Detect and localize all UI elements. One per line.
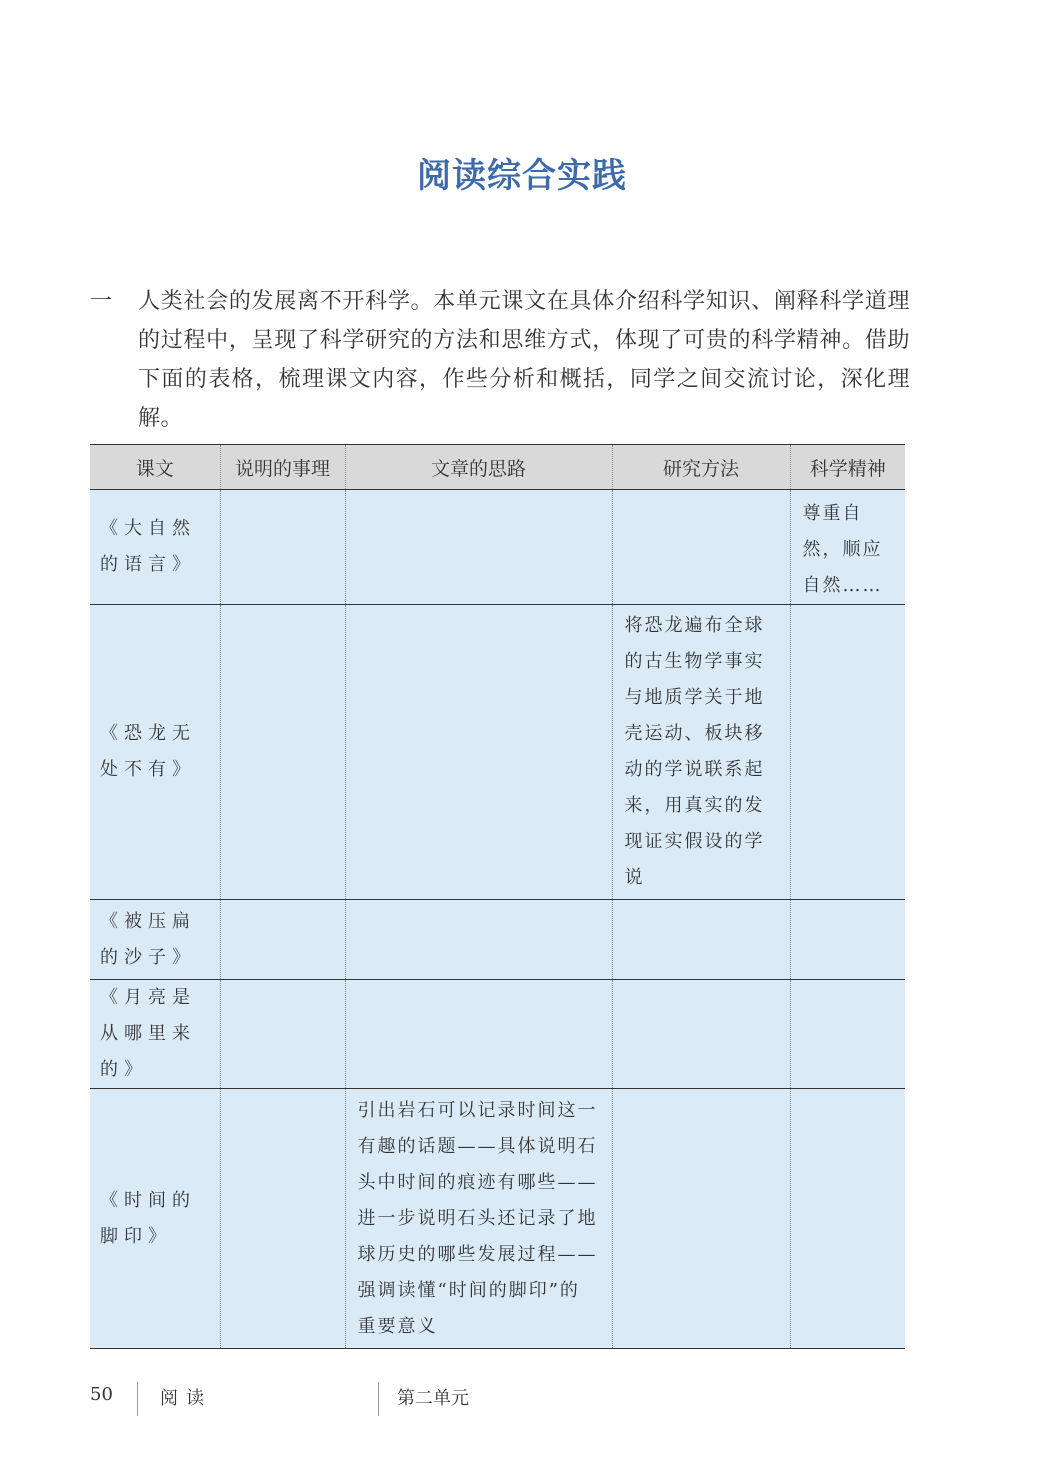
spirit-cell bbox=[790, 605, 905, 900]
row-title-cell bbox=[90, 605, 220, 900]
review-table bbox=[90, 444, 905, 1349]
page-number: 50 bbox=[90, 1384, 113, 1405]
spirit-cell bbox=[790, 1089, 905, 1349]
table-row bbox=[90, 490, 905, 605]
header-text-title: 课文 bbox=[90, 445, 220, 490]
spirit-cell bbox=[790, 980, 905, 1089]
method-cell bbox=[612, 1089, 790, 1349]
method-cell bbox=[612, 490, 790, 605]
thought-cell bbox=[345, 490, 612, 605]
row-title-cell bbox=[90, 490, 220, 605]
method-cell bbox=[612, 605, 790, 900]
matter-cell bbox=[220, 900, 345, 980]
row-title: 《月亮是从哪里来的》 bbox=[100, 987, 196, 1080]
row-title: 《被压扁的沙子》 bbox=[100, 910, 196, 968]
item-number: 一 bbox=[90, 289, 113, 314]
page-footer bbox=[0, 1384, 1044, 1414]
spirit-cell bbox=[790, 900, 905, 980]
matter-cell bbox=[220, 605, 345, 900]
table-header-row bbox=[90, 445, 905, 490]
table-row bbox=[90, 1089, 905, 1349]
table-row bbox=[90, 900, 905, 980]
intro-paragraph bbox=[90, 282, 910, 438]
header-spirit: 科学精神 bbox=[790, 445, 905, 490]
unit-name: 第二单元 bbox=[397, 1388, 469, 1409]
table-row bbox=[90, 605, 905, 900]
method-cell bbox=[612, 900, 790, 980]
row-title: 《恐龙无处不有》 bbox=[100, 723, 196, 780]
matter-cell bbox=[220, 490, 345, 605]
matter-cell bbox=[220, 1089, 345, 1349]
thought-cell bbox=[345, 980, 612, 1089]
row-title-cell bbox=[90, 980, 220, 1089]
footer-divider bbox=[378, 1382, 379, 1416]
method-cell bbox=[612, 980, 790, 1089]
thought-cell bbox=[345, 605, 612, 900]
intro-text: 人类社会的发展离不开科学。本单元课文在具体介绍科学知识、阐释科学道理的过程中，呈现了科学研究的方法和思维方式，体现了可贵的科学精神。借助下面的表格，梳理课文内容，作些分析和概括，同学之间交流讨论，深化理解。 bbox=[138, 289, 910, 431]
header-thought: 文章的思路 bbox=[345, 445, 612, 490]
footer-divider bbox=[137, 1382, 138, 1416]
row-title-cell bbox=[90, 900, 220, 980]
header-matter: 说明的事理 bbox=[220, 445, 345, 490]
row-title: 《时间的脚印》 bbox=[100, 1189, 196, 1247]
table-row bbox=[90, 980, 905, 1089]
thought-cell bbox=[345, 900, 612, 980]
section-name: 阅读 bbox=[160, 1388, 212, 1409]
thought-cell bbox=[345, 1089, 612, 1349]
matter-cell bbox=[220, 980, 345, 1089]
method-text: 将恐龙遍布全球的古生物学事实与地质学关于地壳运动、板块移动的学说联系起来，用真实的发现证实假设的学说 bbox=[624, 615, 765, 888]
thought-text: 引出岩石可以记录时间这一有趣的话题——具体说明石头中时间的痕迹有哪些——进一步说明石头还记录了地球历史的哪些发展过程——强调读懂“时间的脚印”的重要意义 bbox=[357, 1099, 598, 1337]
page-title: 阅读综合实践 bbox=[417, 156, 627, 196]
spirit-text: 尊重自然，顺应自然…… bbox=[802, 503, 883, 596]
row-title-cell bbox=[90, 1089, 220, 1349]
header-method: 研究方法 bbox=[612, 445, 790, 490]
spirit-cell bbox=[790, 490, 905, 605]
row-title: 《大自然的语言》 bbox=[100, 518, 196, 575]
